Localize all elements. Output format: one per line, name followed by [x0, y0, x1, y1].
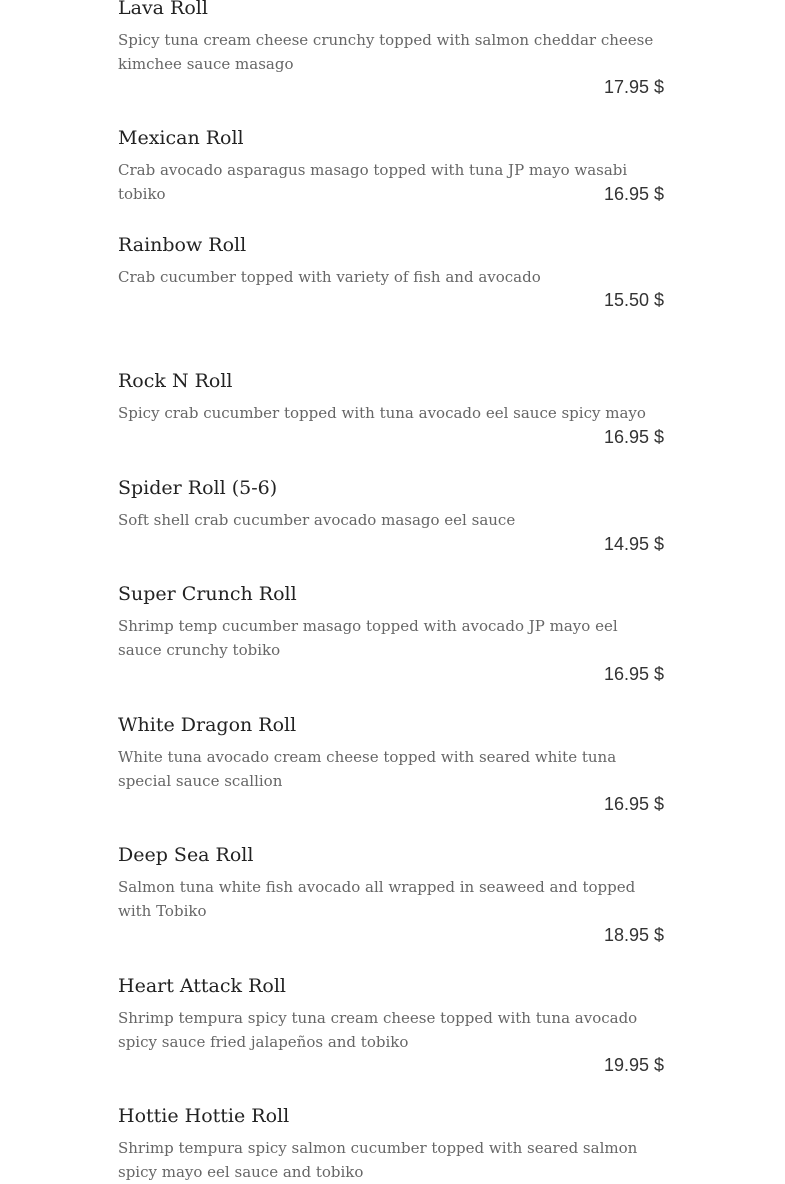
menu-item-description: Shrimp tempura spicy tuna cream cheese topped with tuna avocado spicy sauce fried jalapeños and tobiko [118, 1009, 638, 1051]
menu-item-name: Hottie Hottie Roll [118, 1105, 290, 1127]
menu-item-price: 14.95 $ [603, 534, 664, 554]
menu-item-description: Spicy crab cucumber topped with tuna avocado eel sauce spicy mayo [118, 404, 646, 422]
menu-item-price: 16.95 $ [603, 184, 664, 204]
menu-item-name: White Dragon Roll [118, 714, 297, 736]
menu-item-price: 16.95 $ [603, 427, 664, 447]
menu-item-name: Super Crunch Roll [118, 583, 297, 605]
menu-item-price: 16.95 $ [603, 794, 664, 814]
menu-item-name: Rock N Roll [118, 370, 233, 392]
menu-item-name: Heart Attack Roll [118, 975, 286, 997]
menu-item-name: Deep Sea Roll [118, 844, 254, 866]
menu-item-name: Mexican Roll [118, 127, 244, 149]
menu-item-description: Crab cucumber topped with variety of fish and avocado [118, 268, 541, 286]
menu-item-description: Soft shell crab cucumber avocado masago eel sauce [118, 511, 516, 529]
menu-item-description: Crab avocado asparagus masago topped with tuna JP mayo wasabi tobiko [118, 161, 628, 203]
menu-item-price: 15.50 $ [603, 290, 664, 310]
menu-item-description: Spicy tuna cream cheese crunchy topped with salmon cheddar cheese kimchee sauce masago [118, 31, 654, 73]
menu-item-description: Shrimp temp cucumber masago topped with avocado JP mayo eel sauce crunchy tobiko [118, 617, 618, 659]
menu-item-price: 18.95 $ [603, 925, 664, 945]
menu-item-price: 17.95 $ [603, 77, 664, 97]
menu-item-description: Shrimp tempura spicy salmon cucumber topped with seared salmon spicy mayo eel sauce and tobiko [118, 1139, 638, 1181]
menu-item-name: Spider Roll (5-6) [118, 477, 278, 499]
menu-item-description: White tuna avocado cream cheese topped with seared white tuna special sauce scallion [118, 748, 617, 790]
menu-item-price: 19.95 $ [603, 1055, 664, 1075]
menu-item-price: 16.95 $ [603, 664, 664, 684]
menu-item-name: Lava Roll [118, 0, 208, 19]
menu-item-description: Salmon tuna white fish avocado all wrapped in seaweed and topped with Tobiko [118, 878, 636, 920]
menu-item-name: Rainbow Roll [118, 234, 247, 256]
